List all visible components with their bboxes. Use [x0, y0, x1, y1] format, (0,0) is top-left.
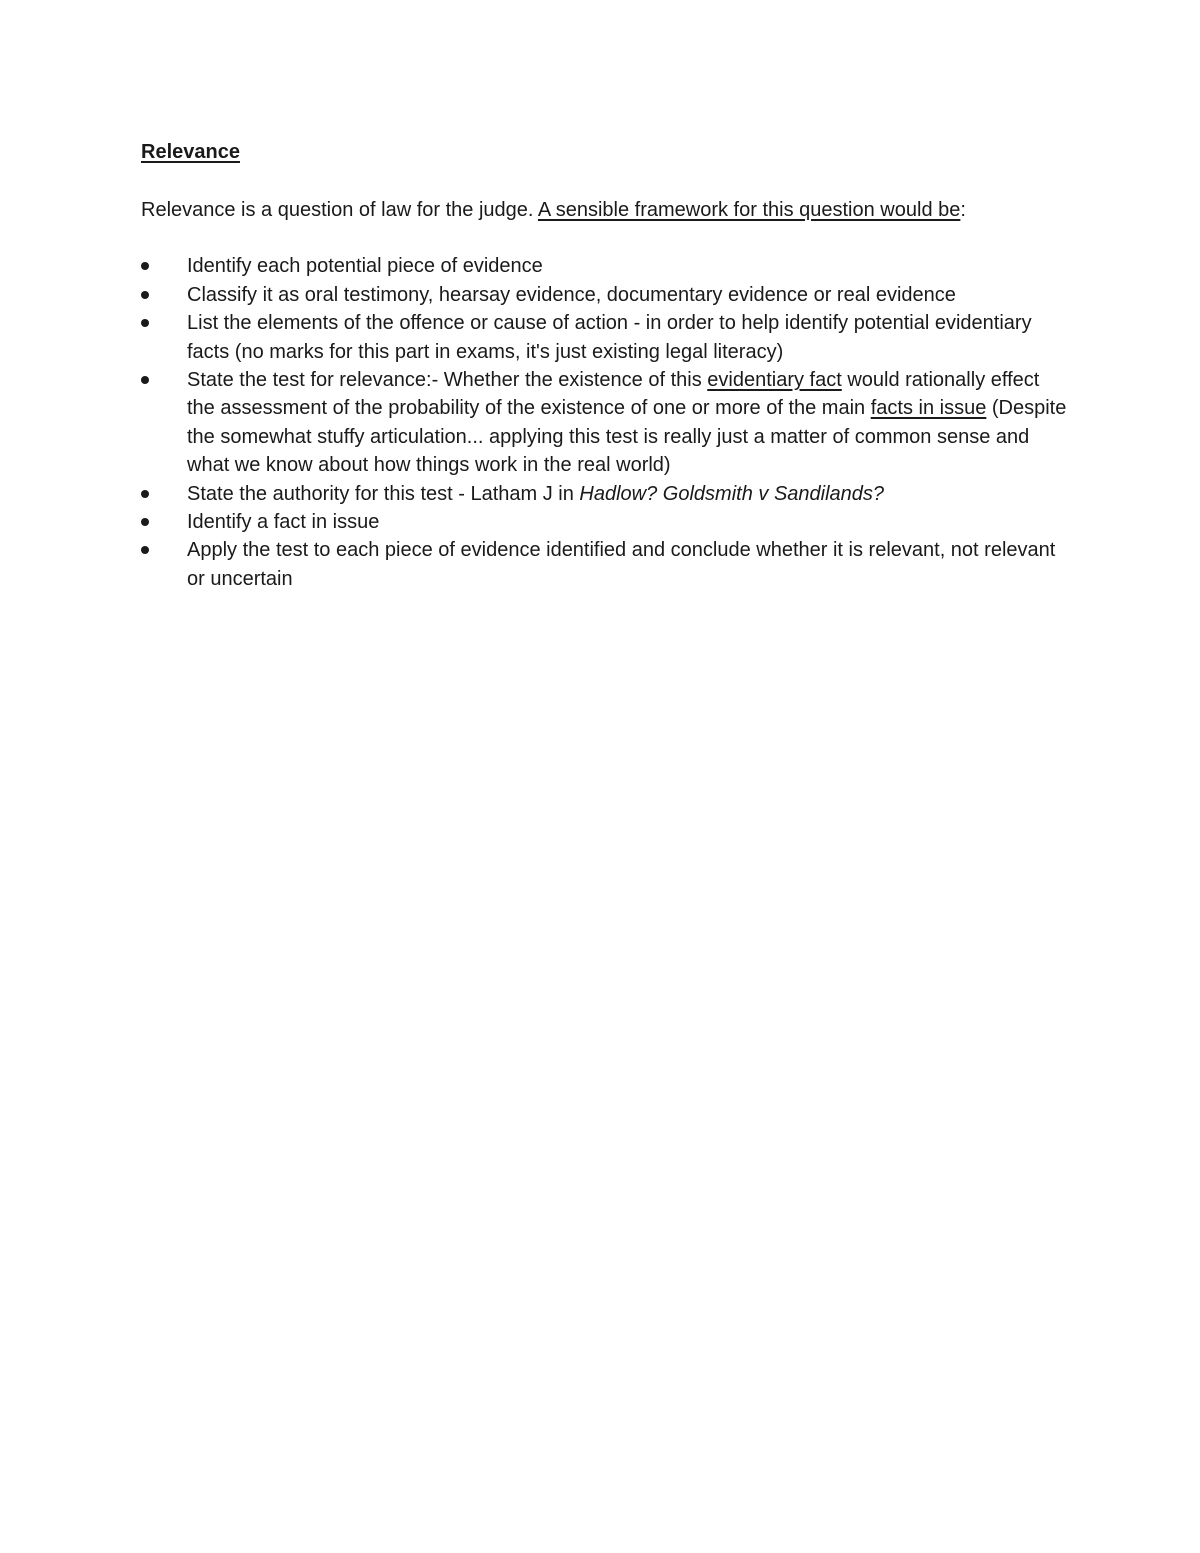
page-title: Relevance: [141, 141, 240, 163]
bullet-icon: [141, 291, 149, 299]
test-text-part-1: State the test for relevance:- Whether the existence of this: [187, 369, 708, 392]
list-item-text: [187, 483, 884, 505]
bullet-icon: [141, 319, 149, 327]
document-body: [141, 138, 1071, 593]
list-item: [141, 480, 1071, 508]
authority-text: State the authority for this test - Latham J in: [187, 482, 580, 505]
test-text-part-2: would rationally effect the assessment of the probability of the existence of one or more of the main: [187, 369, 1040, 420]
test-text-part-3: (Despite the somewhat stuffy articulation... applying this test is really just a matter of common sense and what we know about how things work in the real world): [187, 397, 1067, 477]
facts-in-issue-term: facts in issue: [870, 397, 987, 420]
list-item-text: Apply the test to each piece of evidence identified and conclude whether it is relevant, not relevant or uncertain: [187, 539, 1056, 590]
list-item-text: List the elements of the offence or cause of action - in order to help identify potential evidentiary facts (no marks for this part in exams, it's just existing legal literacy): [187, 312, 1032, 363]
list-item: [141, 309, 1071, 366]
list-item: [141, 366, 1071, 480]
list-item: [141, 252, 1071, 280]
bullet-icon: [141, 490, 149, 498]
list-item-text: Identify each potential piece of evidence: [187, 255, 543, 278]
list-item: [141, 508, 1071, 536]
list-item: [141, 281, 1071, 309]
bullet-icon: [141, 546, 149, 554]
list-item-text: Identify a fact in issue: [187, 511, 380, 534]
intro-underlined-text: A sensible framework for this question would be: [537, 199, 961, 221]
framework-list: [141, 252, 1071, 593]
evidentiary-fact-term: evidentiary fact: [707, 369, 842, 392]
bullet-icon: [141, 262, 149, 270]
list-item-text: [187, 369, 1066, 476]
bullet-icon: [141, 518, 149, 526]
case-citation: Hadlow? Goldsmith v Sandilands?: [579, 482, 885, 505]
intro-text: Relevance is a question of law for the judge.: [141, 199, 538, 221]
intro-suffix: :: [960, 199, 966, 221]
intro-paragraph: [141, 196, 1071, 224]
list-item: [141, 536, 1071, 593]
list-item-text: Classify it as oral testimony, hearsay evidence, documentary evidence or real evidence: [187, 283, 956, 306]
bullet-icon: [141, 376, 149, 384]
